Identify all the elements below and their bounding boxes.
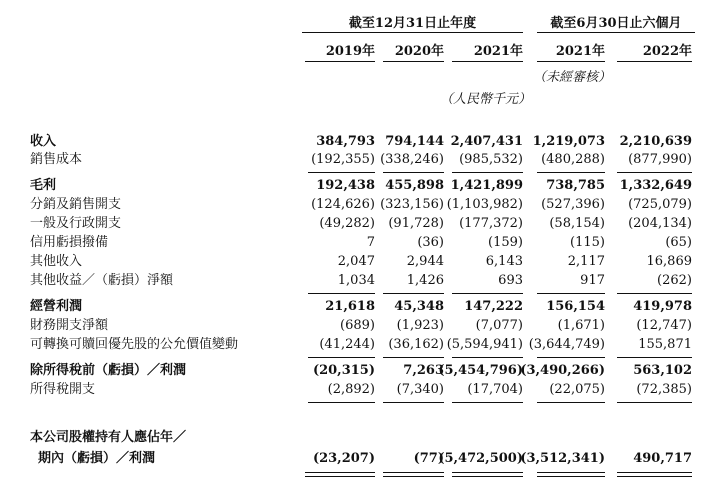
table-row	[0, 151, 715, 168]
cell-value: 21,618	[325, 299, 375, 314]
subtotal-rule	[452, 172, 523, 173]
cell-value: (36)	[417, 235, 444, 250]
subtotal-rule	[617, 293, 692, 294]
cell-value: (36,162)	[388, 337, 444, 352]
cell-value: 384,793	[316, 134, 375, 149]
total-double-rule	[537, 472, 605, 477]
row-label: 銷售成本	[30, 152, 83, 167]
table-row	[0, 272, 715, 289]
cell-value: 2,210,639	[619, 134, 692, 149]
table-row	[0, 133, 715, 150]
unaudited-note: （未經審核）	[533, 70, 612, 85]
cell-value: 192,438	[316, 178, 375, 193]
cell-value: (7,340)	[396, 382, 444, 397]
subtotal-rule	[617, 402, 692, 403]
subtotal-rule	[308, 293, 375, 294]
cell-value: (2,892)	[327, 382, 375, 397]
year-rule	[537, 61, 605, 62]
table-row	[0, 177, 715, 194]
row-label: 分銷及銷售開支	[30, 197, 122, 212]
cell-value: (1,923)	[396, 318, 444, 333]
row-label: 信用虧損撥備	[30, 235, 109, 250]
table-row	[0, 362, 715, 379]
row-label: 一般及行政開支	[30, 216, 122, 231]
year-header-2021-interim: 2021年	[555, 44, 605, 59]
year-rule	[305, 61, 375, 62]
cell-value: 1,426	[406, 273, 444, 288]
row-label: 可轉換可贖回優先股的公允價值變動	[30, 337, 239, 352]
table-row	[0, 429, 715, 446]
subtotal-rule	[537, 293, 605, 294]
cell-value: 2,117	[567, 254, 605, 269]
cell-value: (323,156)	[380, 197, 444, 212]
cell-value: 1,421,899	[450, 178, 523, 193]
cell-value: 563,102	[633, 363, 692, 378]
subtotal-rule	[617, 172, 692, 173]
cell-value: (41,244)	[319, 337, 375, 352]
cell-value: (877,990)	[628, 152, 692, 167]
year-header-2020: 2020年	[394, 44, 444, 59]
cell-value: (527,396)	[541, 197, 605, 212]
cell-value: 2,944	[406, 254, 444, 269]
cell-value: (49,282)	[319, 216, 375, 231]
year-rule	[383, 61, 444, 62]
cell-value: (159)	[488, 235, 523, 250]
subtotal-rule	[537, 357, 605, 358]
total-double-rule	[617, 472, 692, 477]
unit-note: （人民幣千元）	[440, 92, 532, 107]
cell-value: (124,626)	[311, 197, 375, 212]
total-double-rule	[305, 472, 375, 477]
row-label: 經營利潤	[30, 299, 83, 314]
subtotal-rule	[383, 293, 444, 294]
subtotal-rule	[308, 172, 375, 173]
cell-value: 155,871	[638, 337, 692, 352]
cell-value: (985,532)	[459, 152, 523, 167]
cell-value: (1,671)	[557, 318, 605, 333]
cell-value: (5,594,941)	[446, 337, 523, 352]
cell-value: 147,222	[464, 299, 523, 314]
cell-value: (12,747)	[636, 318, 692, 333]
cell-value: 2,407,431	[450, 134, 523, 149]
subtotal-rule	[452, 293, 523, 294]
cell-value: (1,103,982)	[446, 197, 523, 212]
cell-value: (20,315)	[312, 363, 375, 378]
year-header-2022-interim: 2022年	[642, 44, 692, 59]
cell-value: (3,644,749)	[528, 337, 605, 352]
cell-value: (72,385)	[636, 382, 692, 397]
cell-value: 693	[498, 273, 523, 288]
cell-value: (58,154)	[549, 216, 605, 231]
year-rule	[452, 61, 523, 62]
cell-value: 738,785	[546, 178, 605, 193]
cell-value: (338,246)	[380, 152, 444, 167]
row-label: 財務開支淨額	[30, 318, 109, 333]
cell-value: (23,207)	[312, 451, 375, 466]
total-double-rule	[383, 472, 444, 477]
cell-value: 6,143	[485, 254, 523, 269]
cell-value: (725,079)	[628, 197, 692, 212]
total-double-rule	[452, 472, 523, 477]
year-rule	[617, 61, 692, 62]
subtotal-rule	[383, 172, 444, 173]
cell-value: (5,472,500)	[438, 451, 523, 466]
cell-value: (3,512,341)	[520, 451, 605, 466]
row-label: 其他收入	[30, 254, 83, 269]
subtotal-rule	[617, 357, 692, 358]
cell-value: 16,869	[646, 254, 692, 269]
subtotal-rule	[537, 402, 605, 403]
subtotal-rule	[308, 402, 375, 403]
header-group-interim: 截至6月30日止六個月	[550, 16, 682, 31]
table-row	[0, 381, 715, 398]
cell-value: (7,077)	[475, 318, 523, 333]
year-header-2019: 2019年	[325, 44, 375, 59]
cell-value: (3,490,266)	[520, 363, 605, 378]
year-header-2021: 2021年	[473, 44, 523, 59]
cell-value: (22,075)	[549, 382, 605, 397]
cell-value: 490,717	[633, 451, 692, 466]
subtotal-rule	[308, 357, 375, 358]
table-row	[0, 234, 715, 251]
cell-value: 419,978	[633, 299, 692, 314]
cell-value: (5,454,796)	[438, 363, 523, 378]
header-group-annual: 截至12月31日止年度	[348, 16, 477, 31]
cell-value: 7	[366, 235, 375, 250]
subtotal-rule	[537, 172, 605, 173]
row-label: 除所得稅前（虧損）／利潤	[30, 363, 187, 378]
table-row	[0, 215, 715, 232]
cell-value: 1,034	[337, 273, 375, 288]
row-label: 所得稅開支	[30, 382, 96, 397]
cell-value: 1,332,649	[619, 178, 692, 193]
row-label: 本公司股權持有人應佔年／	[30, 430, 187, 445]
table-row	[0, 450, 715, 467]
cell-value: (65)	[665, 235, 692, 250]
cell-value: (177,372)	[459, 216, 523, 231]
row-label: 收入	[30, 134, 57, 149]
cell-value: (192,355)	[311, 152, 375, 167]
header-rule-annual	[302, 32, 523, 33]
cell-value: 7,263	[403, 363, 444, 378]
cell-value: (689)	[340, 318, 375, 333]
table-row	[0, 336, 715, 353]
cell-value: (480,288)	[541, 152, 605, 167]
cell-value: (91,728)	[388, 216, 444, 231]
header-rule-interim	[537, 32, 695, 33]
row-label: 期內（虧損）／利潤	[38, 451, 156, 466]
cell-value: 2,047	[337, 254, 375, 269]
cell-value: (77)	[413, 451, 444, 466]
table-row	[0, 253, 715, 270]
cell-value: 794,144	[385, 134, 444, 149]
subtotal-rule	[383, 402, 444, 403]
cell-value: (115)	[570, 235, 605, 250]
cell-value: (204,134)	[628, 216, 692, 231]
cell-value: 917	[580, 273, 605, 288]
table-row	[0, 317, 715, 334]
table-row	[0, 196, 715, 213]
cell-value: 45,348	[394, 299, 444, 314]
subtotal-rule	[383, 357, 444, 358]
table-row	[0, 298, 715, 315]
cell-value: (262)	[657, 273, 692, 288]
cell-value: 1,219,073	[532, 134, 605, 149]
row-label: 毛利	[30, 178, 57, 193]
cell-value: (17,704)	[467, 382, 523, 397]
cell-value: 455,898	[385, 178, 444, 193]
subtotal-rule	[452, 402, 523, 403]
row-label: 其他收益／（虧損）淨額	[30, 273, 174, 288]
cell-value: 156,154	[546, 299, 605, 314]
subtotal-rule	[452, 357, 523, 358]
